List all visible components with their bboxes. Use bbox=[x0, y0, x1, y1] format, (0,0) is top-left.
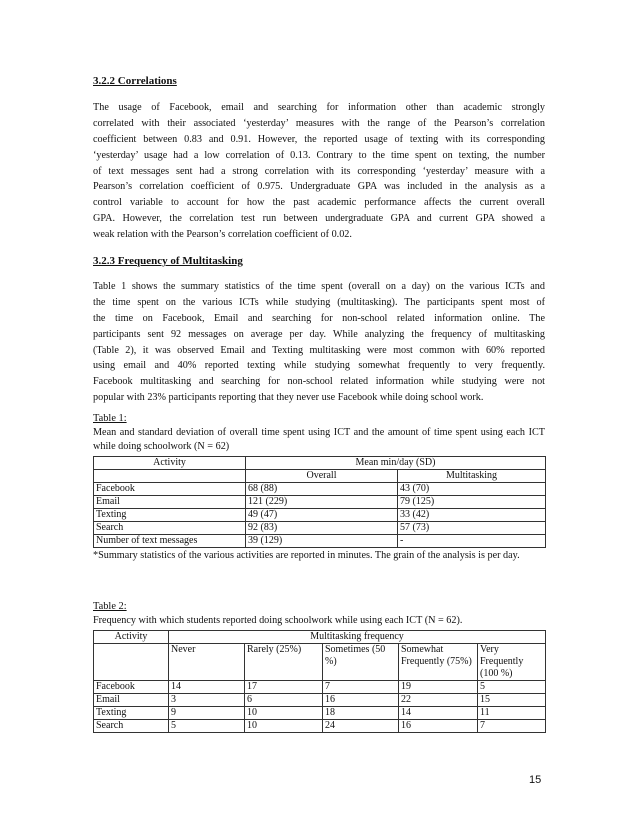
table-row bbox=[94, 707, 546, 720]
table-cell: 92 (83) bbox=[246, 522, 398, 535]
paragraph-line: of text messages sent had a strong correlation with its corresponding ‘yesterday’ measure with a bbox=[93, 165, 545, 177]
table-cell: 57 (73) bbox=[398, 522, 546, 535]
table-header-cell: Overall bbox=[246, 470, 398, 483]
table-cell: 79 (125) bbox=[398, 496, 546, 509]
table-header-cell bbox=[94, 644, 169, 681]
table2-block bbox=[93, 600, 545, 733]
table-header-row bbox=[94, 631, 546, 644]
table-cell: 7 bbox=[323, 681, 399, 694]
table-header-cell: Rarely (25%) bbox=[245, 644, 323, 681]
paragraph-line: Table 1 shows the summary statistics of the time spent (overall on a day) on the various ICTs and bbox=[93, 281, 545, 292]
table-cell: 24 bbox=[323, 720, 399, 733]
table-cell: 15 bbox=[478, 694, 546, 707]
table-header-cell: Very Frequently (100 %) bbox=[478, 644, 546, 681]
table-row bbox=[94, 483, 546, 496]
table-row bbox=[94, 535, 546, 548]
paragraph-line: weak relation with the Pearson’s correlation coefficient of 0.02. bbox=[93, 229, 352, 241]
table-cell: Email bbox=[94, 496, 246, 509]
table-header-cell: Activity bbox=[94, 457, 246, 470]
table2 bbox=[93, 630, 546, 733]
table-header-cell bbox=[94, 470, 246, 483]
section-paragraph bbox=[93, 100, 545, 243]
table-cell: Email bbox=[94, 694, 169, 707]
table-header-cell: Somewhat Frequently (75%) bbox=[399, 644, 478, 681]
table-cell: 18 bbox=[323, 707, 399, 720]
paragraph-line: coefficient between 0.83 and 0.91. However, the reported usage of texting with its corresponding bbox=[93, 133, 545, 145]
table-cell: 9 bbox=[169, 707, 245, 720]
paragraph-line: popular with 23% participants reporting that they never use Facebook while doing school work. bbox=[93, 392, 484, 404]
table-cell: 10 bbox=[245, 720, 323, 733]
paragraph-line: control variable to account for how the past academic performance affects the current overall bbox=[93, 197, 545, 209]
table-cell: Facebook bbox=[94, 483, 246, 496]
table-cell: 14 bbox=[169, 681, 245, 694]
table-header-cell: Sometimes (50 %) bbox=[323, 644, 399, 681]
section-heading: 3.2.2 Correlations bbox=[93, 75, 177, 87]
table-cell: 11 bbox=[478, 707, 546, 720]
paragraph-line: The usage of Facebook, email and searching for information other than academic strongly bbox=[93, 102, 545, 113]
table-header-row bbox=[94, 470, 546, 483]
table-cell: 43 (70) bbox=[398, 483, 546, 496]
table-cell: 5 bbox=[478, 681, 546, 694]
table-cell: - bbox=[398, 535, 546, 548]
section-paragraph bbox=[93, 279, 545, 406]
paragraph-line: the time spent on the various ICTs while studying (multitasking). The participants spent most of bbox=[93, 296, 545, 308]
table-header-row bbox=[94, 644, 546, 681]
table-row bbox=[94, 522, 546, 535]
table2-caption: Frequency with which students reported doing schoolwork while using each ICT (N = 62). bbox=[93, 615, 463, 626]
table-row bbox=[94, 509, 546, 522]
paragraph-line: ‘yesterday’ usage had a low correlation of 0.13. Contrary to the time spent on texting, the number bbox=[93, 149, 545, 161]
table-row bbox=[94, 720, 546, 733]
table-cell: 39 (129) bbox=[246, 535, 398, 548]
table-cell: 7 bbox=[478, 720, 546, 733]
table-cell: Facebook bbox=[94, 681, 169, 694]
table-header-row bbox=[94, 457, 546, 470]
section-correlations bbox=[93, 74, 545, 243]
table-header-cell: Mean min/day (SD) bbox=[246, 457, 546, 470]
table-header-cell: Activity bbox=[94, 631, 169, 644]
table-header-cell: Multitasking frequency bbox=[169, 631, 546, 644]
table1-block bbox=[93, 412, 545, 563]
table-cell: 19 bbox=[399, 681, 478, 694]
table-cell: 5 bbox=[169, 720, 245, 733]
table-cell: 14 bbox=[399, 707, 478, 720]
table-cell: 16 bbox=[399, 720, 478, 733]
table1-label: Table 1: bbox=[93, 413, 127, 424]
table-cell: Search bbox=[94, 720, 169, 733]
paragraph-line: Pearson’s correlation coefficient of 0.975. Undergraduate GPA was included in the analysis as a bbox=[93, 181, 545, 193]
table-cell: 33 (42) bbox=[398, 509, 546, 522]
table-cell: 10 bbox=[245, 707, 323, 720]
table-row bbox=[94, 496, 546, 509]
table-cell: 68 (88) bbox=[246, 483, 398, 496]
table-row bbox=[94, 681, 546, 694]
table-cell: Search bbox=[94, 522, 246, 535]
paragraph-line: participants sent 92 messages on average per day. While analyzing the frequency of multitasking bbox=[93, 328, 545, 340]
table-cell: 22 bbox=[399, 694, 478, 707]
table-cell: Texting bbox=[94, 509, 246, 522]
table-header-cell: Never bbox=[169, 644, 245, 681]
table-cell: Texting bbox=[94, 707, 169, 720]
paragraph-line: GPA. However, the correlation test run between undergraduate GPA and current GPA showed a bbox=[93, 213, 545, 225]
table1-caption: Mean and standard deviation of overall time spent using ICT and the amount of time spent using each ICT while doing schoolwork (N = 62) bbox=[93, 427, 545, 453]
table-cell: 121 (229) bbox=[246, 496, 398, 509]
table-cell: Number of text messages bbox=[94, 535, 246, 548]
paragraph-line: the time on Facebook, Email and searching for non-school related information online. The bbox=[93, 312, 545, 324]
table1-note: *Summary statistics of the various activities are reported in minutes. The grain of the analysis is per day. bbox=[93, 550, 520, 562]
table-cell: 16 bbox=[323, 694, 399, 707]
section-frequency-multitasking bbox=[93, 254, 545, 406]
paragraph-line: Facebook multitasking and searching for non-school related information while studying were not bbox=[93, 376, 545, 388]
table2-label: Table 2: bbox=[93, 601, 127, 612]
table-row bbox=[94, 694, 546, 707]
paragraph-line: correlated with their associated ‘yesterday’ measures with the range of the Pearson’s correlation bbox=[93, 117, 545, 129]
paragraph-line: (Table 2), it was observed Email and Texting multitasking were most common with 60% reported bbox=[93, 344, 545, 356]
page-number: 15 bbox=[529, 774, 542, 786]
section-heading: 3.2.3 Frequency of Multitasking bbox=[93, 255, 243, 267]
table-cell: 17 bbox=[245, 681, 323, 694]
table-cell: 6 bbox=[245, 694, 323, 707]
table-cell: 49 (47) bbox=[246, 509, 398, 522]
table-cell: 3 bbox=[169, 694, 245, 707]
paragraph-line: using email and 40% reported texting while studying somewhat frequently to very frequently. bbox=[93, 360, 545, 372]
table1 bbox=[93, 456, 546, 548]
table-header-cell: Multitasking bbox=[398, 470, 546, 483]
